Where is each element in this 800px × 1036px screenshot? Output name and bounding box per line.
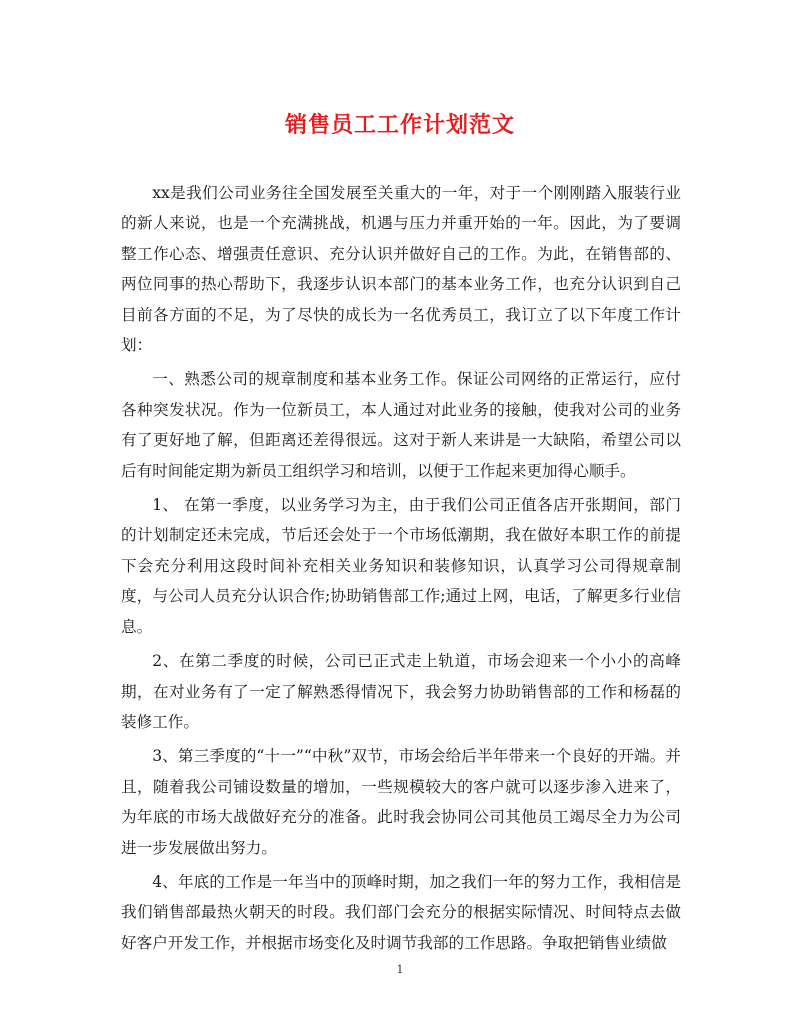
first-quarter-paragraph: 1、 在第一季度，以业务学习为主，由于我们公司正值各店开张期间，部门的计划制定还未完成，节后还会处于一个市场低潮期，我在做好本职工作的前提下会充分利用这段时间补充相关业务知识和装修知识，认真学习公司得规章制度，与公司人员充分认识合作;协助销售部工作;通过上网，电话，了解更多行业信息。 (121, 496, 681, 636)
document-body (121, 178, 681, 962)
section-one-paragraph: 一、熟悉公司的规章制度和基本业务工作。保证公司网络的正常运行，应付各种突发状况。作为一位新员工，本人通过对此业务的接触，使我对公司的业务有了更好地了解，但距离还差得很远。这对于新人来讲是一大缺陷，希望公司以后有时间能定期为新员工组织学习和培训，以便于工作起来更加得心顺手。 (121, 370, 681, 480)
page-number: 1 (396, 963, 404, 976)
third-quarter-paragraph: 3、第三季度的“十一”“中秋”双节，市场会给后半年带来一个良好的开端。并且，随着我公司铺设数量的增加，一些规模较大的客户就可以逐步渗入进来了，为年底的市场大战做好充分的准备。此时我会协同公司其他员工竭尽全力为公司进一步发展做出努力。 (121, 747, 681, 857)
second-quarter-paragraph: 2、在第二季度的时候，公司已正式走上轨道，市场会迎来一个小小的高峰期，在对业务有了一定了解熟悉得情况下，我会努力协助销售部的工作和杨磊的装修工作。 (121, 652, 681, 731)
year-end-paragraph: 4、年底的工作是一年当中的顶峰时期，加之我们一年的努力工作，我相信是我们销售部最热火朝天的时段。我们部门会充分的根据实际情况、时间特点去做好客户开发工作，并根据市场变化及时调节我部的工作思路。争取把销售业绩做 (121, 872, 681, 952)
document-title: 销售员工工作计划范文 (284, 113, 515, 138)
intro-paragraph: xx是我们公司业务往全国发展至关重大的一年，对于一个刚刚踏入服装行业的新人来说，也是一个充满挑战，机遇与压力并重开始的一年。因此，为了要调整工作心态、增强责任意识、充分认识并做好自己的工作。为此，在销售部的、两位同事的热心帮助下，我逐步认识本部门的基本业务工作，也充分认识到自己目前各方面的不足，为了尽快的成长为一名优秀员工，我订立了以下年度工作计划： (121, 184, 681, 355)
